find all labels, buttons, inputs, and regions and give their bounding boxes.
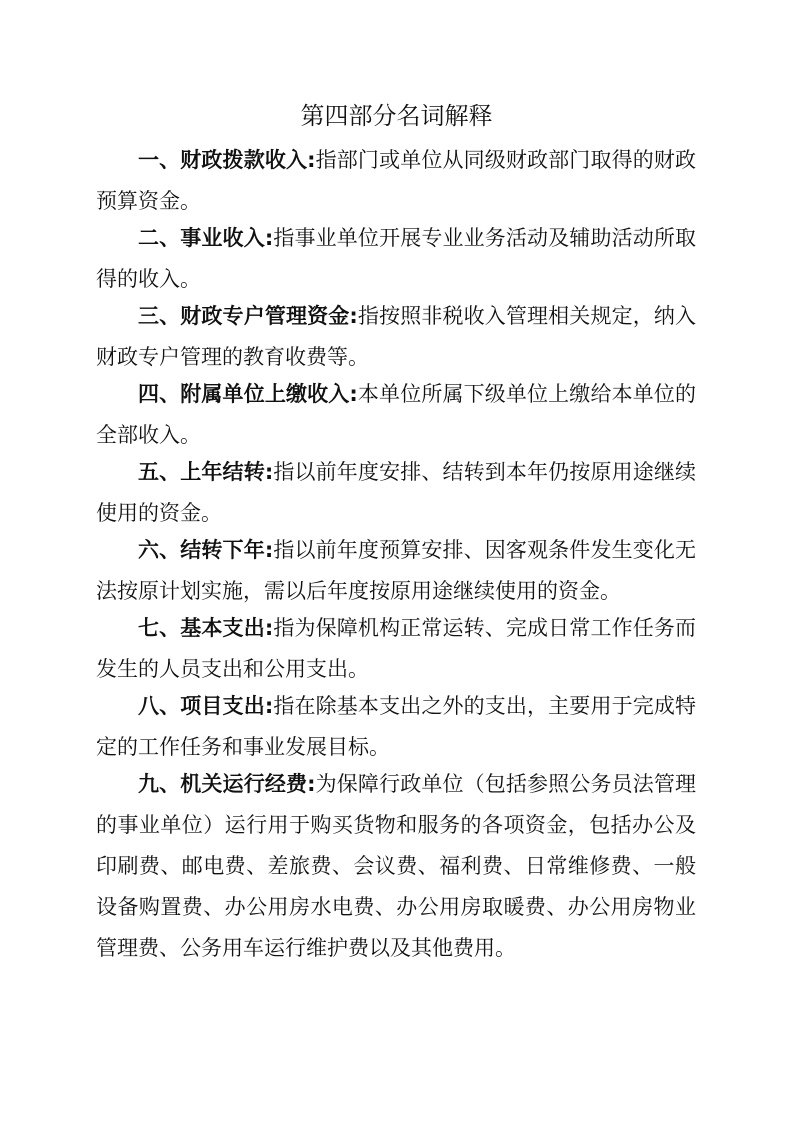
- term-item-5: [96, 452, 696, 534]
- term-name: 八、项目支出:: [138, 694, 274, 718]
- term-definition: 指部门或单位从同级财政部门取得的财政预算资金。: [96, 148, 697, 213]
- page-title: 第四部分名词解释: [300, 102, 493, 130]
- term-item-6: [96, 530, 696, 612]
- term-name: 四、附属单位上缴收入:: [138, 382, 358, 406]
- term-definition: 为保障行政单位（包括参照公务员法管理的事业单位）运行用于购买货物和服务的各项资金，包括办公及印刷费、邮电费、差旅费、会议费、福利费、日常维修费、一般设备购置费、办公用房水电费、办公用房取暖费、办公用房物业管理费、公务用车运行维护费以及其他费用。: [96, 772, 697, 960]
- term-name: 五、上年结转:: [138, 460, 274, 484]
- term-item-1: [96, 140, 696, 222]
- term-name: 二、事业收入:: [138, 226, 274, 250]
- term-name: 三、财政专户管理资金:: [138, 304, 358, 328]
- term-item-7: [96, 608, 696, 690]
- term-definition: 本单位所属下级单位上缴给本单位的全部收入。: [96, 382, 696, 447]
- term-name: 一、财政拨款收入:: [138, 148, 316, 172]
- term-definition: 指以前年度安排、结转到本年仍按原用途继续使用的资金。: [96, 460, 696, 525]
- term-item-3: [96, 296, 696, 378]
- term-name: 六、结转下年:: [138, 538, 274, 562]
- term-definition: 指事业单位开展专业业务活动及辅助活动所取得的收入。: [96, 226, 696, 291]
- term-definition: 指按照非税收入管理相关规定，纳入财政专户管理的教育收费等。: [96, 304, 696, 369]
- term-definition: 指在除基本支出之外的支出，主要用于完成特定的工作任务和事业发展目标。: [96, 694, 696, 759]
- term-definition: 指以前年度预算安排、因客观条件发生变化无法按原计划实施，需以后年度按原用途继续使用的资金。: [96, 538, 696, 603]
- term-item-2: [96, 218, 696, 300]
- term-list: [96, 140, 696, 965]
- term-item-8: [96, 686, 696, 768]
- term-definition: 指为保障机构正常运转、完成日常工作任务而发生的人员支出和公用支出。: [96, 616, 696, 681]
- term-item-9: [96, 764, 696, 969]
- term-name: 七、基本支出:: [138, 616, 274, 640]
- term-name: 九、机关运行经费:: [138, 772, 316, 796]
- term-item-4: [96, 374, 696, 456]
